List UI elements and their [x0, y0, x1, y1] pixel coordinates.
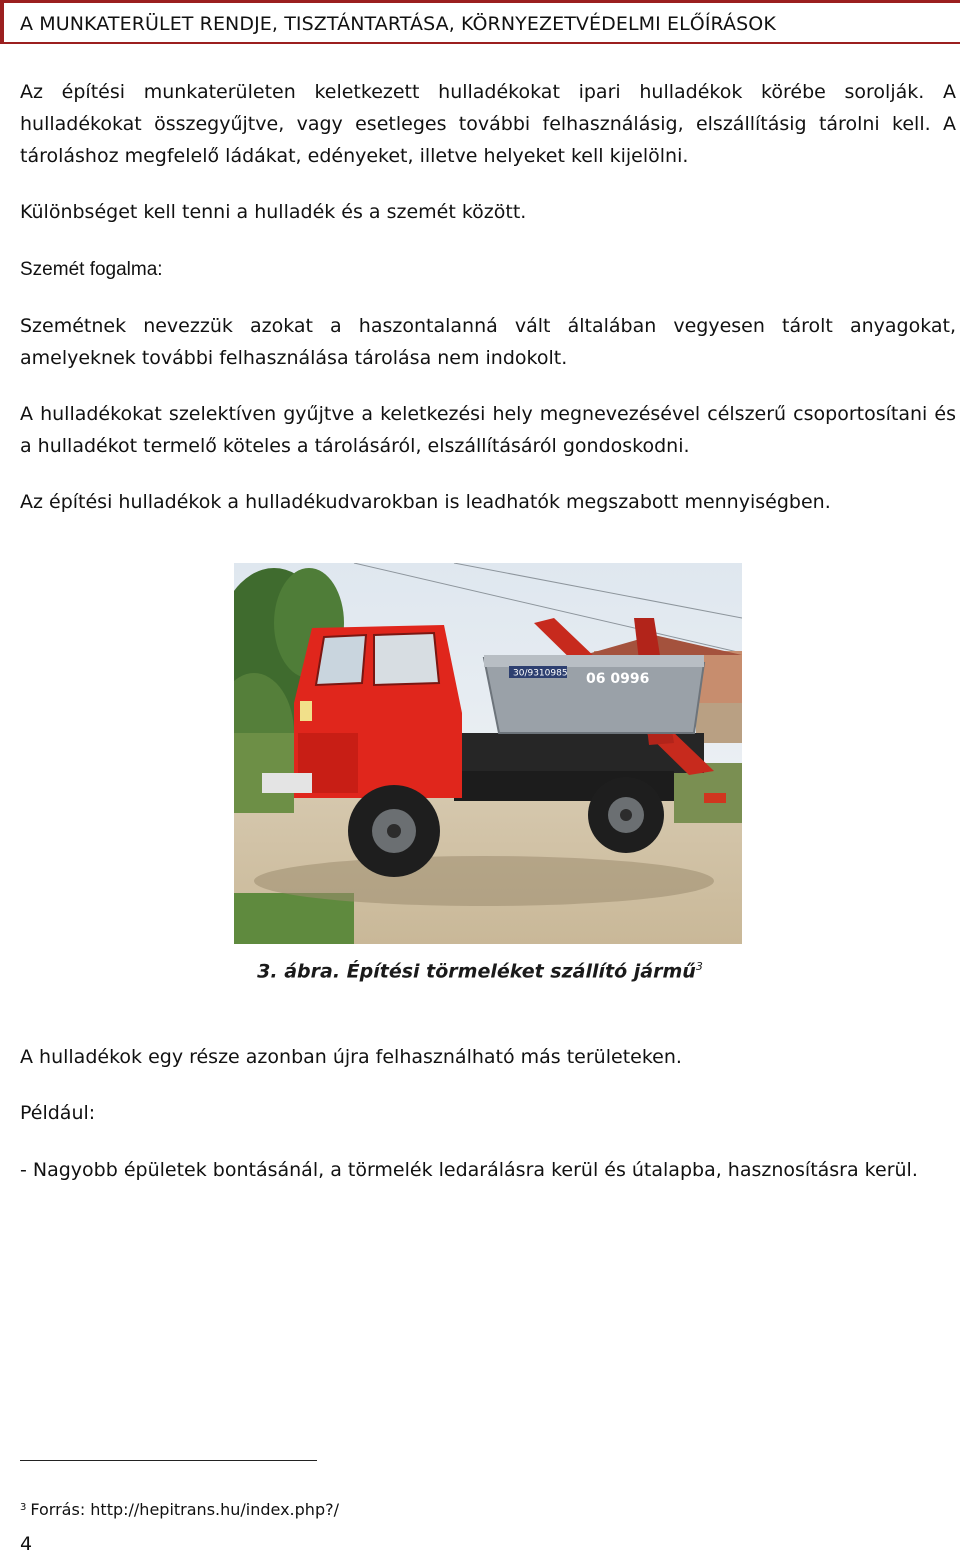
paragraph-waste-yards: Az építési hulladékok a hulladékudvarokban is leadhatók megszabott mennyiségben.	[20, 491, 831, 513]
truck-photo	[234, 563, 742, 944]
header-title: A MUNKATERÜLET RENDJE, TISZTÁNTARTÁSA, KÖRNYEZETVÉDELMI ELŐÍRÁSOK	[20, 13, 776, 35]
paragraph-example-label: Például:	[20, 1102, 96, 1124]
footnote-text[interactable]: Forrás: http://hepitrans.hu/index.php?/	[30, 1500, 339, 1519]
page-number: 4	[20, 1533, 33, 1555]
subheading-garbage-concept: Szemét fogalma:	[20, 259, 163, 280]
list-item-demolition: - Nagyobb épületek bontásánál, a törmelék ledarálásra kerül és útalapba, hasznosításra kerül.	[20, 1159, 918, 1181]
container-plate-text: 30/9310985	[513, 668, 568, 679]
footnote	[20, 1500, 339, 1519]
caption-footnote-ref[interactable]: 3	[695, 960, 703, 973]
paragraph-garbage-definition: Szemétnek nevezzük azokat a haszontalanná vált általában vegyesen tárolt anyagokat, amelyeknek további felhasználása tárolása nem indokolt.	[20, 315, 956, 369]
page-header	[0, 0, 960, 44]
paragraph-reuse: A hulladékok egy része azonban újra felhasználható más területeken.	[20, 1046, 682, 1068]
paragraph-waste-definition: Az építési munkaterületen keletkezett hulladékokat ipari hulladékok körébe sorolják. A hulladékokat összegyűjtve, vagy esetleges további felhasználásig, elszállításig tárolni kell. A tároláshoz megfelelő ládákat, edényeket, illetve helyeket kell kijelölni.	[20, 81, 956, 167]
paragraph-difference: Különbséget kell tenni a hulladék és a szemét között.	[20, 201, 527, 223]
caption-text: 3. ábra. Építési törmeléket szállító jármű	[257, 960, 696, 983]
footnote-divider	[20, 1460, 317, 1461]
footnote-marker: 3	[20, 1502, 27, 1513]
paragraph-selective-collection: A hulladékokat szelektíven gyűjtve a keletkezési hely megnevezésével célszerű csoportosítani és a hulladékot termelő köteles a tárolásáról, elszállításáról gondoskodni.	[20, 403, 956, 457]
figure-caption	[0, 960, 960, 982]
container-number-text: 06 0996	[586, 671, 650, 687]
